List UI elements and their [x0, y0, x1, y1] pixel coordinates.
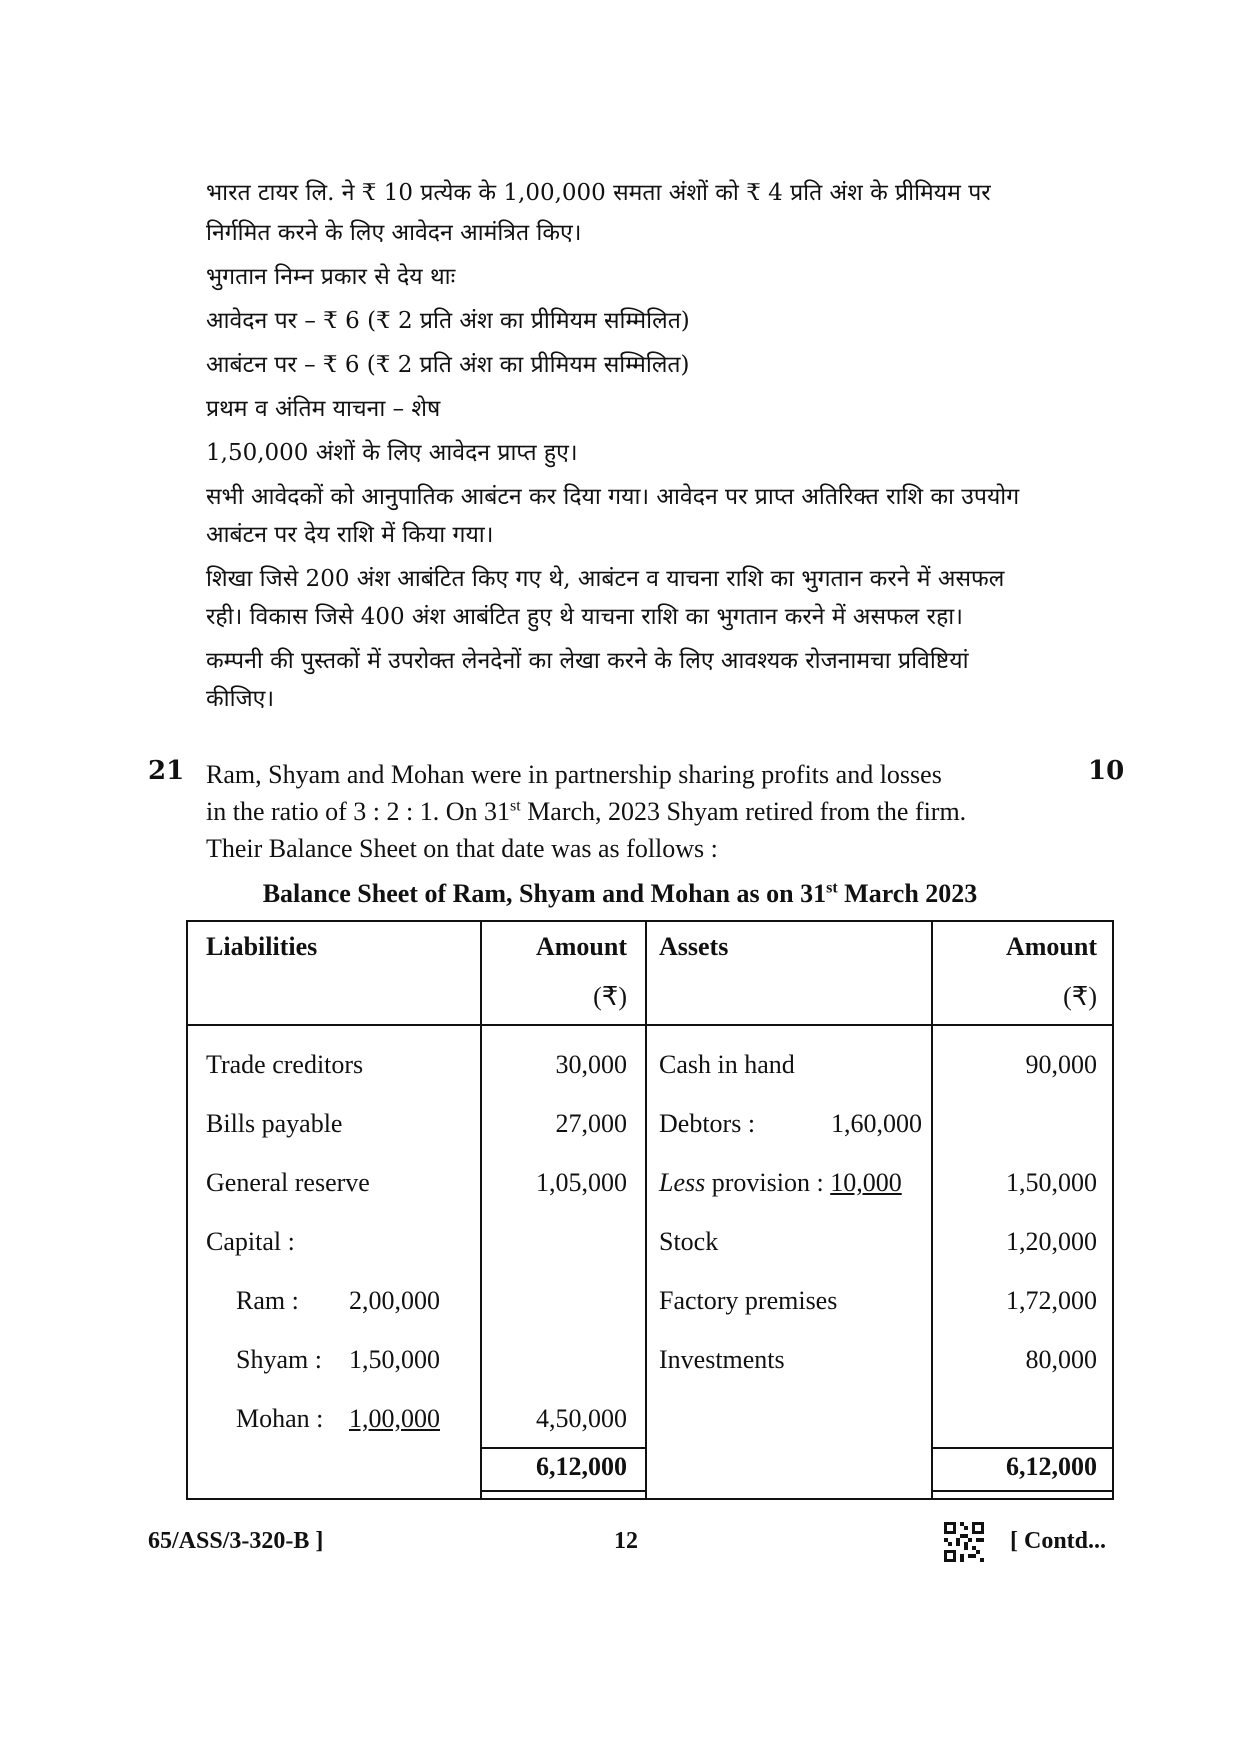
question-number: 21	[148, 756, 185, 786]
investments-amount: 80,000	[1025, 1345, 1097, 1374]
capital-label: Capital :	[206, 1227, 295, 1256]
factory-amount: 1,72,000	[1006, 1286, 1097, 1315]
header-currency-liabilities: (₹)	[593, 982, 627, 1011]
paper-code: 65/ASS/3-320-B ]	[148, 1528, 324, 1554]
header-liabilities: Liabilities	[206, 932, 318, 961]
capital-ram-value: 2,00,000	[349, 1286, 440, 1315]
question-text	[206, 756, 1064, 867]
capital-mohan-value: 1,00,000	[349, 1404, 440, 1433]
liabilities-total: 6,12,000	[536, 1452, 627, 1481]
bills-payable-amount: 27,000	[555, 1109, 627, 1138]
investments-label: Investments	[659, 1345, 785, 1374]
hindi-line-5: आबंटन पर – ₹ 6 (₹ 2 प्रति अंश का प्रीमियम सम्मिलित)	[206, 352, 690, 378]
debtors-value: 1,60,000	[831, 1109, 922, 1138]
bills-payable-label: Bills payable	[206, 1109, 343, 1138]
hindi-line-1: भारत टायर लि. ने ₹ 10 प्रत्येक के 1,00,000 समता अंशों को ₹ 4 प्रति अंश के प्रीमियम पर	[206, 180, 991, 206]
header-currency-assets: (₹)	[1063, 982, 1097, 1011]
factory-label: Factory premises	[659, 1286, 838, 1315]
hindi-line-13: कीजिए।	[206, 686, 275, 712]
question-line-2: in the ratio of 3 : 2 : 1. On 31st March, 2023 Shyam retired from the firm.	[206, 797, 967, 826]
hindi-line-9: आबंटन पर देय राशि में किया गया।	[206, 522, 494, 548]
debtors-net-amount: 1,50,000	[1006, 1168, 1097, 1197]
cash-label: Cash in hand	[659, 1050, 795, 1079]
hindi-line-2: निर्गमित करने के लिए आवेदन आमंत्रित किए।	[206, 220, 582, 246]
assets-total: 6,12,000	[1006, 1452, 1097, 1481]
trade-creditors-label: Trade creditors	[206, 1050, 364, 1079]
contd-label: [ Contd...	[1010, 1528, 1107, 1554]
header-assets: Assets	[659, 932, 729, 961]
hindi-line-11: रही। विकास जिसे 400 अंश आबंटित हुए थे याचना राशि का भुगतान करने में असफल रहा।	[206, 604, 963, 630]
header-amount-assets: Amount	[1005, 932, 1097, 961]
general-reserve-label: General reserve	[206, 1168, 370, 1197]
balance-sheet-table	[186, 920, 1114, 1500]
qr-code-icon	[944, 1522, 984, 1562]
stock-label: Stock	[659, 1227, 719, 1256]
page-number: 12	[614, 1528, 638, 1554]
question-line-3: Their Balance Sheet on that date was as follows :	[206, 834, 718, 863]
capital-shyam-value: 1,50,000	[349, 1345, 440, 1374]
hindi-line-10: शिखा जिसे 200 अंश आबंटित किए गए थे, आबंटन व याचना राशि का भुगतान करने में असफल	[206, 566, 1005, 592]
question-marks: 10	[1088, 756, 1125, 786]
debtors-label: Debtors :	[659, 1109, 756, 1138]
header-amount-liabilities: Amount	[535, 932, 627, 961]
capital-shyam-label: Shyam :	[236, 1345, 322, 1374]
capital-mohan-label: Mohan :	[236, 1404, 324, 1433]
hindi-line-12: कम्पनी की पुस्तकों में उपरोक्त लेनदेनों का लेखा करने के लिए आवश्यक रोजनामचा प्रविष्टियां	[206, 648, 969, 674]
trade-creditors-amount: 30,000	[555, 1050, 627, 1079]
hindi-line-3: भुगतान निम्न प्रकार से देय थाः	[206, 264, 456, 290]
cash-amount: 90,000	[1025, 1050, 1097, 1079]
question-line-1: Ram, Shyam and Mohan were in partnership sharing profits and losses	[206, 760, 942, 789]
capital-total: 4,50,000	[536, 1404, 627, 1433]
general-reserve-amount: 1,05,000	[536, 1168, 627, 1197]
capital-ram-label: Ram :	[236, 1286, 299, 1315]
stock-amount: 1,20,000	[1006, 1227, 1097, 1256]
balance-sheet-title: Balance Sheet of Ram, Shyam and Mohan as on 31st March 2023	[262, 879, 978, 908]
hindi-line-8: सभी आवेदकों को आनुपातिक आबंटन कर दिया गया। आवेदन पर प्राप्त अतिरिक्त राशि का उपयोग	[206, 484, 1020, 510]
hindi-line-6: प्रथम व अंतिम याचना – शेष	[206, 396, 441, 422]
hindi-line-4: आवेदन पर – ₹ 6 (₹ 2 प्रति अंश का प्रीमियम सम्मिलित)	[206, 308, 690, 334]
provision-label: Less provision : 10,000	[659, 1168, 902, 1197]
hindi-question	[206, 178, 1064, 714]
hindi-line-7: 1,50,000 अंशों के लिए आवेदन प्राप्त हुए।	[206, 440, 578, 466]
